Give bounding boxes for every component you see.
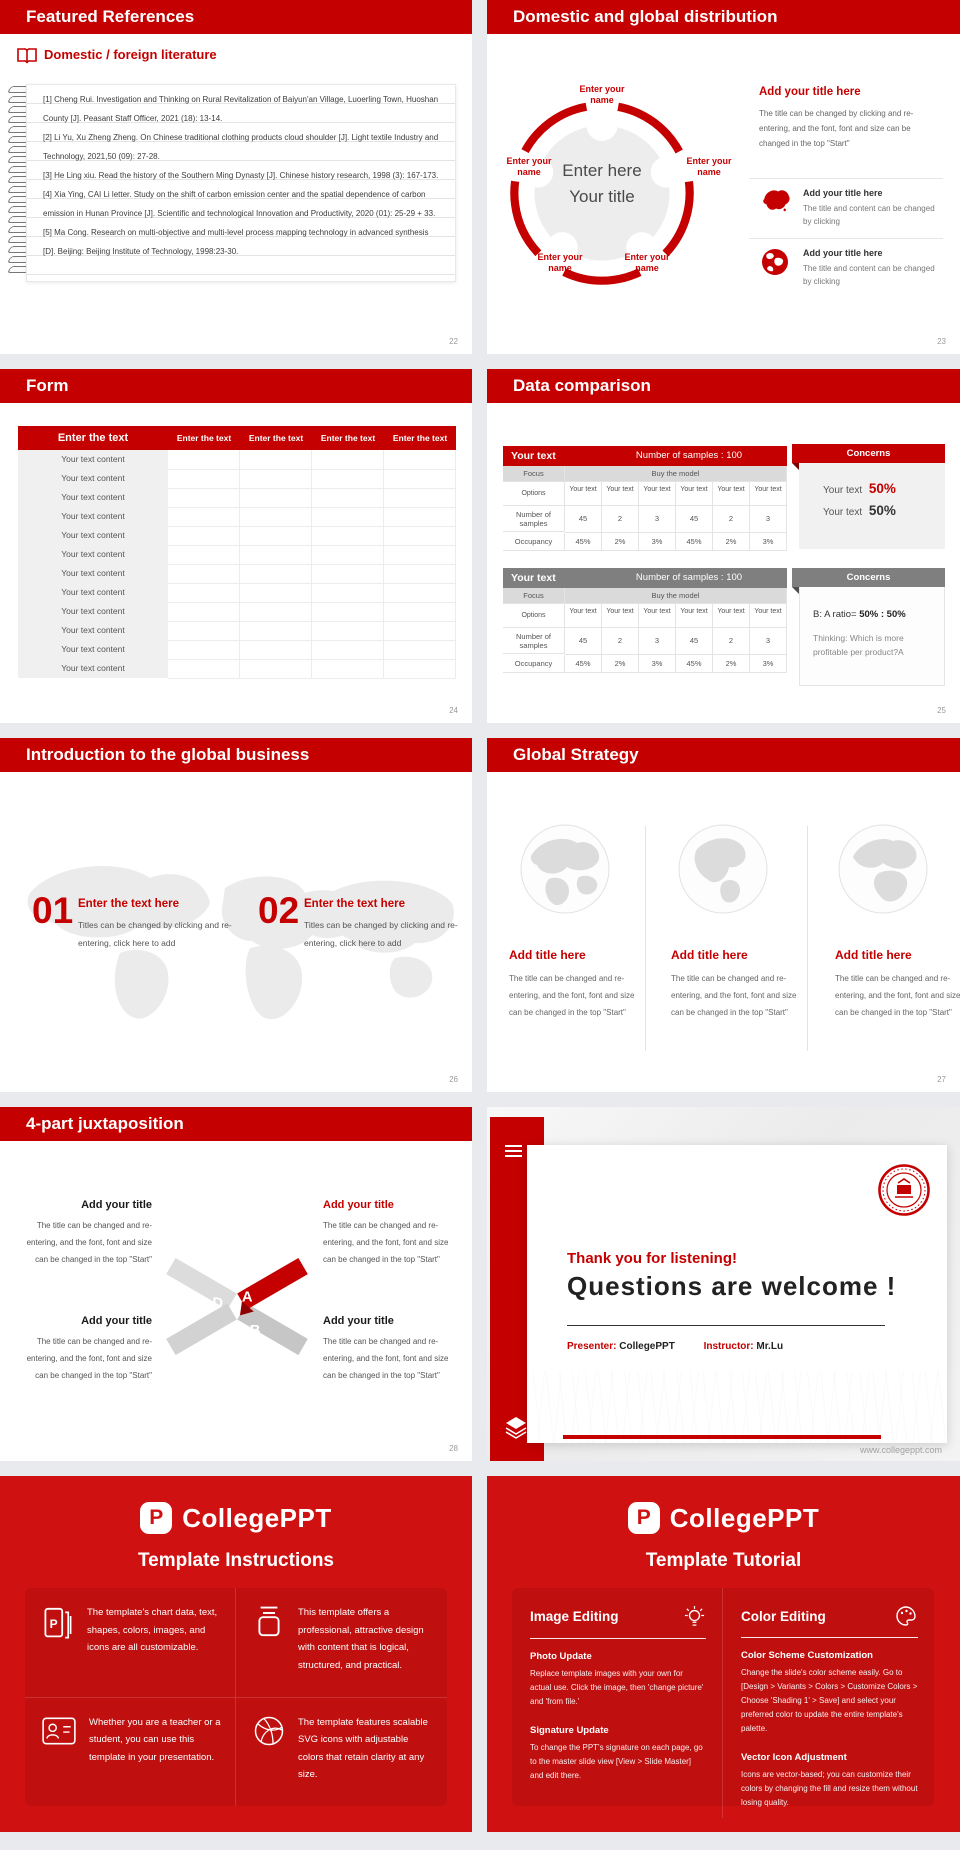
tutorial-section-heading: Color Scheme Customization (741, 1650, 873, 1661)
tutorial-section-body: Replace template images with your own for actual use. Click the image, then 'change picture' and 'from file.' (530, 1669, 704, 1706)
brand-name: CollegePPT (669, 1502, 820, 1533)
slide-thank-you[interactable] (487, 1107, 960, 1461)
globe-illustration (837, 823, 929, 915)
quadrant-bottom-left: Add your title The title can be changed and re-entering, and the font, font and size can be changed in the top "Start" (26, 1315, 152, 1380)
side-item-title: Add your title here (803, 248, 883, 258)
header-underline (741, 1637, 918, 1638)
instruction-item: The template features scalable SVG icons with adjustable colors that retain clarity at any size. (236, 1698, 447, 1807)
column-title: Add title here (671, 948, 748, 962)
references-card (26, 84, 456, 282)
header-underline (530, 1638, 706, 1639)
ribbon-x-graphic (163, 1250, 311, 1364)
diagram-node-label: Enter your name (579, 84, 625, 105)
table-row: Your text content (18, 545, 456, 564)
column-title: Add title here (509, 948, 586, 962)
column-divider (645, 826, 646, 1051)
china-map-icon (759, 186, 793, 219)
brand-logo (487, 1502, 960, 1534)
table-row: Your text content (18, 507, 456, 526)
globe-icon (759, 246, 791, 283)
instructions-card (25, 1588, 447, 1806)
table-row: Your text content (18, 583, 456, 602)
globe-illustration (519, 823, 611, 915)
reference-item: [5] Ma Cong. Research on multi-objective and multi-level process mapping technology in advanced synthesis [D]. Beijing: Beijing Institute of Technology, 1998:23-30. (43, 228, 429, 256)
tutorial-section-body: Icons are vector-based; you can customize their colors by changing the fill and resize them without losing quality. (741, 1770, 918, 1807)
page-number: 22 (449, 337, 458, 346)
questions-line: Questions are welcome ! (567, 1271, 897, 1301)
quadrant-top-right: Add your title The title can be changed and re-entering, and the font, font and size can be changed in the top "Start" (323, 1199, 449, 1264)
letter-d: D (212, 1295, 224, 1312)
column-header: Enter the text (248, 433, 304, 443)
column-header: Enter the text (176, 433, 232, 443)
table-row: Your text content (18, 659, 456, 678)
table-row: Your text content (18, 469, 456, 488)
presenter-line (567, 1341, 783, 1352)
university-seal (877, 1163, 931, 1217)
slide-global-business[interactable] (0, 738, 472, 1092)
tutorial-section-heading: Photo Update (530, 1651, 592, 1662)
diagram-center-text: Enter here Your title (562, 161, 642, 206)
tutorial-section-body: Change the slide's color scheme easily. Go to [Design > Variants > Colors > Customize Colors > Choose 'Shading 1' > Save] and select your preferred color to update the entire template's palette. (741, 1668, 918, 1733)
tutorial-card (512, 1588, 934, 1806)
concerns-ribbon: Concerns (792, 444, 945, 463)
slide-title-bar: Introduction to the global business (0, 738, 472, 772)
row-label: Options (503, 604, 565, 628)
collegeppt-logo-icon: P (140, 1502, 172, 1534)
page-number: 23 (937, 337, 946, 346)
row-label: Number of samples (503, 628, 565, 654)
column-header: Enter the text (320, 433, 376, 443)
divider (749, 178, 943, 179)
page-number: 28 (449, 1444, 458, 1453)
table-row: Your text content (18, 450, 456, 469)
letter-a: A (241, 1289, 253, 1306)
item-number: 01 (32, 890, 74, 931)
diagram-node-label: Enter your name (506, 156, 552, 177)
column-header: Enter the text (392, 433, 448, 443)
slide-form[interactable] (0, 369, 472, 723)
panel-title: Template Tutorial (645, 1550, 802, 1571)
column-body: The title can be changed and re-entering, and the font, font and size can be changed in the top "Start" (509, 974, 635, 1017)
slide-global-strategy[interactable] (487, 738, 960, 1092)
instructor-label: Instructor: (703, 1341, 754, 1352)
slide-title-bar: Featured References (0, 0, 472, 34)
panel-template-instructions (0, 1476, 472, 1832)
website-url: www.collegeppt.com (859, 1445, 942, 1455)
tutorial-section-heading: Vector Icon Adjustment (741, 1752, 847, 1763)
ribbon-fold (792, 587, 799, 594)
instructor-name: Mr.Lu (756, 1341, 784, 1352)
globe-illustration (677, 823, 769, 915)
percentage-value: 50% (868, 481, 896, 496)
thanks-line: Thank you for listening! (567, 1250, 738, 1267)
underline (567, 1325, 885, 1326)
page-number: 26 (449, 1075, 458, 1084)
row-label: Focus (503, 588, 565, 604)
ribbon-fold (792, 463, 799, 470)
layers-icon (504, 1415, 528, 1441)
wireframe-mesh (527, 1371, 947, 1443)
tutorial-column-color-editing: Color Editing Color Scheme Customization Change the slide's color scheme easily. Go to [Design > Variants > Colors > Customize Colors > Choose 'Shading 1' > Save] and select your preferred color to update the entire template's palette. Vector Icon Adjustment Icons are vector-based; you can customize their colors by changing the fill and resize them without losing quality. (723, 1588, 934, 1818)
presenter-name: CollegePPT (619, 1341, 675, 1352)
reference-item: [4] Xia Ying, CAI Li letter. Study on the shift of carbon emission center and the spatial dependence of carbon emission in Hunan Province [J]. Scientific and technological Innovation and Productivity, 2020 (01): 25-29 + 33. (43, 190, 436, 218)
slide-juxtaposition[interactable] (0, 1107, 472, 1461)
menu-icon[interactable] (505, 1145, 522, 1160)
column-body: The title can be changed and re-entering, and the font, font and size can be changed in the top "Start" (835, 974, 960, 1017)
table-row: Your text content (18, 564, 456, 583)
table-header: Your text Number of samples : 100 (503, 446, 787, 466)
reference-item: [2] Li Yu, Xu Zheng Zheng. On Chinese traditional clothing products cloud shoulder [J]. Light textile Industry and Technology, 2021,50 (09): 27-28. (43, 133, 439, 161)
table-row: Your text content (18, 488, 456, 507)
letter-b: B (249, 1323, 261, 1340)
page-number: 27 (937, 1075, 946, 1084)
column-divider (807, 826, 808, 1051)
red-accent-bar (563, 1435, 881, 1439)
section-heading: Domestic / foreign literature (44, 47, 217, 62)
concerns-box-gray: Concerns B: A ratio= 50% : 50% Thinking: Which is more profitable per product?A (799, 568, 945, 688)
row-label: Occupancy (503, 655, 565, 673)
table-row: Your text content (18, 526, 456, 545)
brand-name: CollegePPT (182, 1502, 332, 1533)
comparison-table-gray: Your text Number of samples : 100 Focus Buy the model Options Your text Your text Your text Your text Your text Your text Number of samples 45 2 3 45 2 3 Occupancy 45% 2% 3% 45% 2% 3% (503, 568, 787, 673)
item-number: 02 (258, 890, 300, 931)
item-title: Enter the text here (78, 898, 179, 910)
panel-template-tutorial (487, 1476, 960, 1832)
row-label: Occupancy (503, 533, 565, 551)
table-header-row (18, 426, 456, 450)
divider (749, 238, 943, 239)
slide-title-bar: Global Strategy (487, 738, 960, 772)
reference-item: [3] He Ling xiu. Read the history of the Southern Ming Dynasty [J]. Chinese history research, 1998 (3): 167-173. (43, 171, 439, 180)
slide-distribution[interactable] (487, 0, 960, 354)
quadrant-top-left: Add your title The title can be changed and re-entering, and the font, font and size can be changed in the top "Start" (26, 1199, 152, 1264)
side-title: Add your title here (759, 86, 861, 98)
presenter-label: Presenter: (567, 1341, 617, 1352)
column-header: Enter the text (57, 432, 129, 444)
diagram-node-label: Enter your name (537, 252, 583, 273)
row-label: Number of samples (503, 506, 565, 532)
concerns-box-red: Concerns Your text 50% Your text 50% (799, 444, 945, 549)
column-body: The title can be changed and re-entering, and the font, font and size can be changed in the top "Start" (671, 974, 797, 1017)
table-row: Your text content (18, 602, 456, 621)
brand-logo (0, 1502, 472, 1534)
panel-title: Template Instructions (137, 1550, 334, 1571)
slide-data-comparison[interactable] (487, 369, 960, 723)
item-body: Titles can be changed by clicking and re-entering, click here to add (304, 920, 458, 948)
instruction-item: This template offers a professional, attractive design with content that is logical, structured, and practical. (236, 1588, 447, 1698)
diagram-node-label: Enter your name (686, 156, 732, 177)
page-number: 24 (449, 706, 458, 715)
comparison-table-red: Your text Number of samples : 100 Focus Buy the model Options Your text Your text Your text Your text Your text Your text Number of samples 45 2 3 45 2 3 Occupancy 45% 2% 3% 45% 2% 3% (503, 446, 787, 551)
diagram-node-label: Enter your name (624, 252, 670, 273)
quadrant-bottom-right: Add your title The title can be changed and re-entering, and the font, font and size can be changed in the top "Start" (323, 1315, 449, 1380)
collegeppt-logo-icon: P (628, 1502, 660, 1534)
slide-title-bar: 4-part juxtaposition (0, 1107, 472, 1141)
slide-title-bar: Form (0, 369, 472, 403)
tutorial-section-body: To change the PPT's signature on each page, go to the master slide view [View > Slide Master] and edit there. (530, 1743, 703, 1780)
tutorial-section-heading: Signature Update (530, 1725, 609, 1736)
column-title: Add title here (835, 948, 912, 962)
instruction-item: P The template's chart data, text, shapes, colors, images, and icons are all customizable. (25, 1588, 236, 1698)
thank-you-card (527, 1145, 947, 1443)
item-body: Titles can be changed by clicking and re-entering, click here to add (78, 920, 232, 948)
side-item-title: Add your title here (803, 188, 883, 198)
concerns-ribbon: Concerns (792, 568, 945, 587)
svg-text:P: P (49, 1617, 58, 1631)
design-jar-icon (252, 1604, 286, 1640)
table-row: Your text content (18, 621, 456, 640)
person-card-icon (41, 1714, 77, 1748)
side-item-desc: The title and content can be changed by clicking (803, 264, 935, 286)
tutorial-column-image-editing: Image Editing Photo Update Replace template images with your own for actual use. Click the image, then 'change picture' and 'from file.' Signature Update To change the PPT's signature on each page, go to the master slide view [View > Slide Master] and edit there. (512, 1588, 723, 1818)
chart-pages-icon (41, 1604, 75, 1640)
slide-featured-references[interactable] (0, 0, 472, 354)
slide-title-bar: Domestic and global distribution (487, 0, 960, 34)
palette-icon (894, 1604, 918, 1628)
page-number: 25 (937, 706, 946, 715)
row-label: Focus (503, 466, 565, 482)
instruction-item: Whether you are a teacher or a student, you can use this template in your presentation. (25, 1698, 236, 1807)
table-header: Your text Number of samples : 100 (503, 568, 787, 588)
reference-item: [1] Cheng Rui. Investigation and Thinking on Rural Revitalization of Baiyun'an Village, Luoerling Town, Huoshan County [J]. Peasant Staff Officer, 2021 (18): 13-14. (43, 95, 439, 123)
lightbulb-icon (683, 1604, 706, 1629)
dribbble-ball-icon (252, 1714, 286, 1748)
table-row: Your text content (18, 640, 456, 659)
letter-c: C (224, 1323, 235, 1340)
side-body: The title can be changed by clicking and re-entering, and the font, font and size can be changed in the top "Start" (759, 109, 914, 148)
form-table (18, 426, 456, 678)
book-icon (16, 47, 38, 69)
slide-title-bar: Data comparison (487, 369, 960, 403)
item-title: Enter the text here (304, 898, 405, 910)
row-label: Options (503, 482, 565, 506)
side-item-desc: The title and content can be changed by clicking (803, 204, 935, 226)
percentage-value: 50% (868, 503, 896, 518)
